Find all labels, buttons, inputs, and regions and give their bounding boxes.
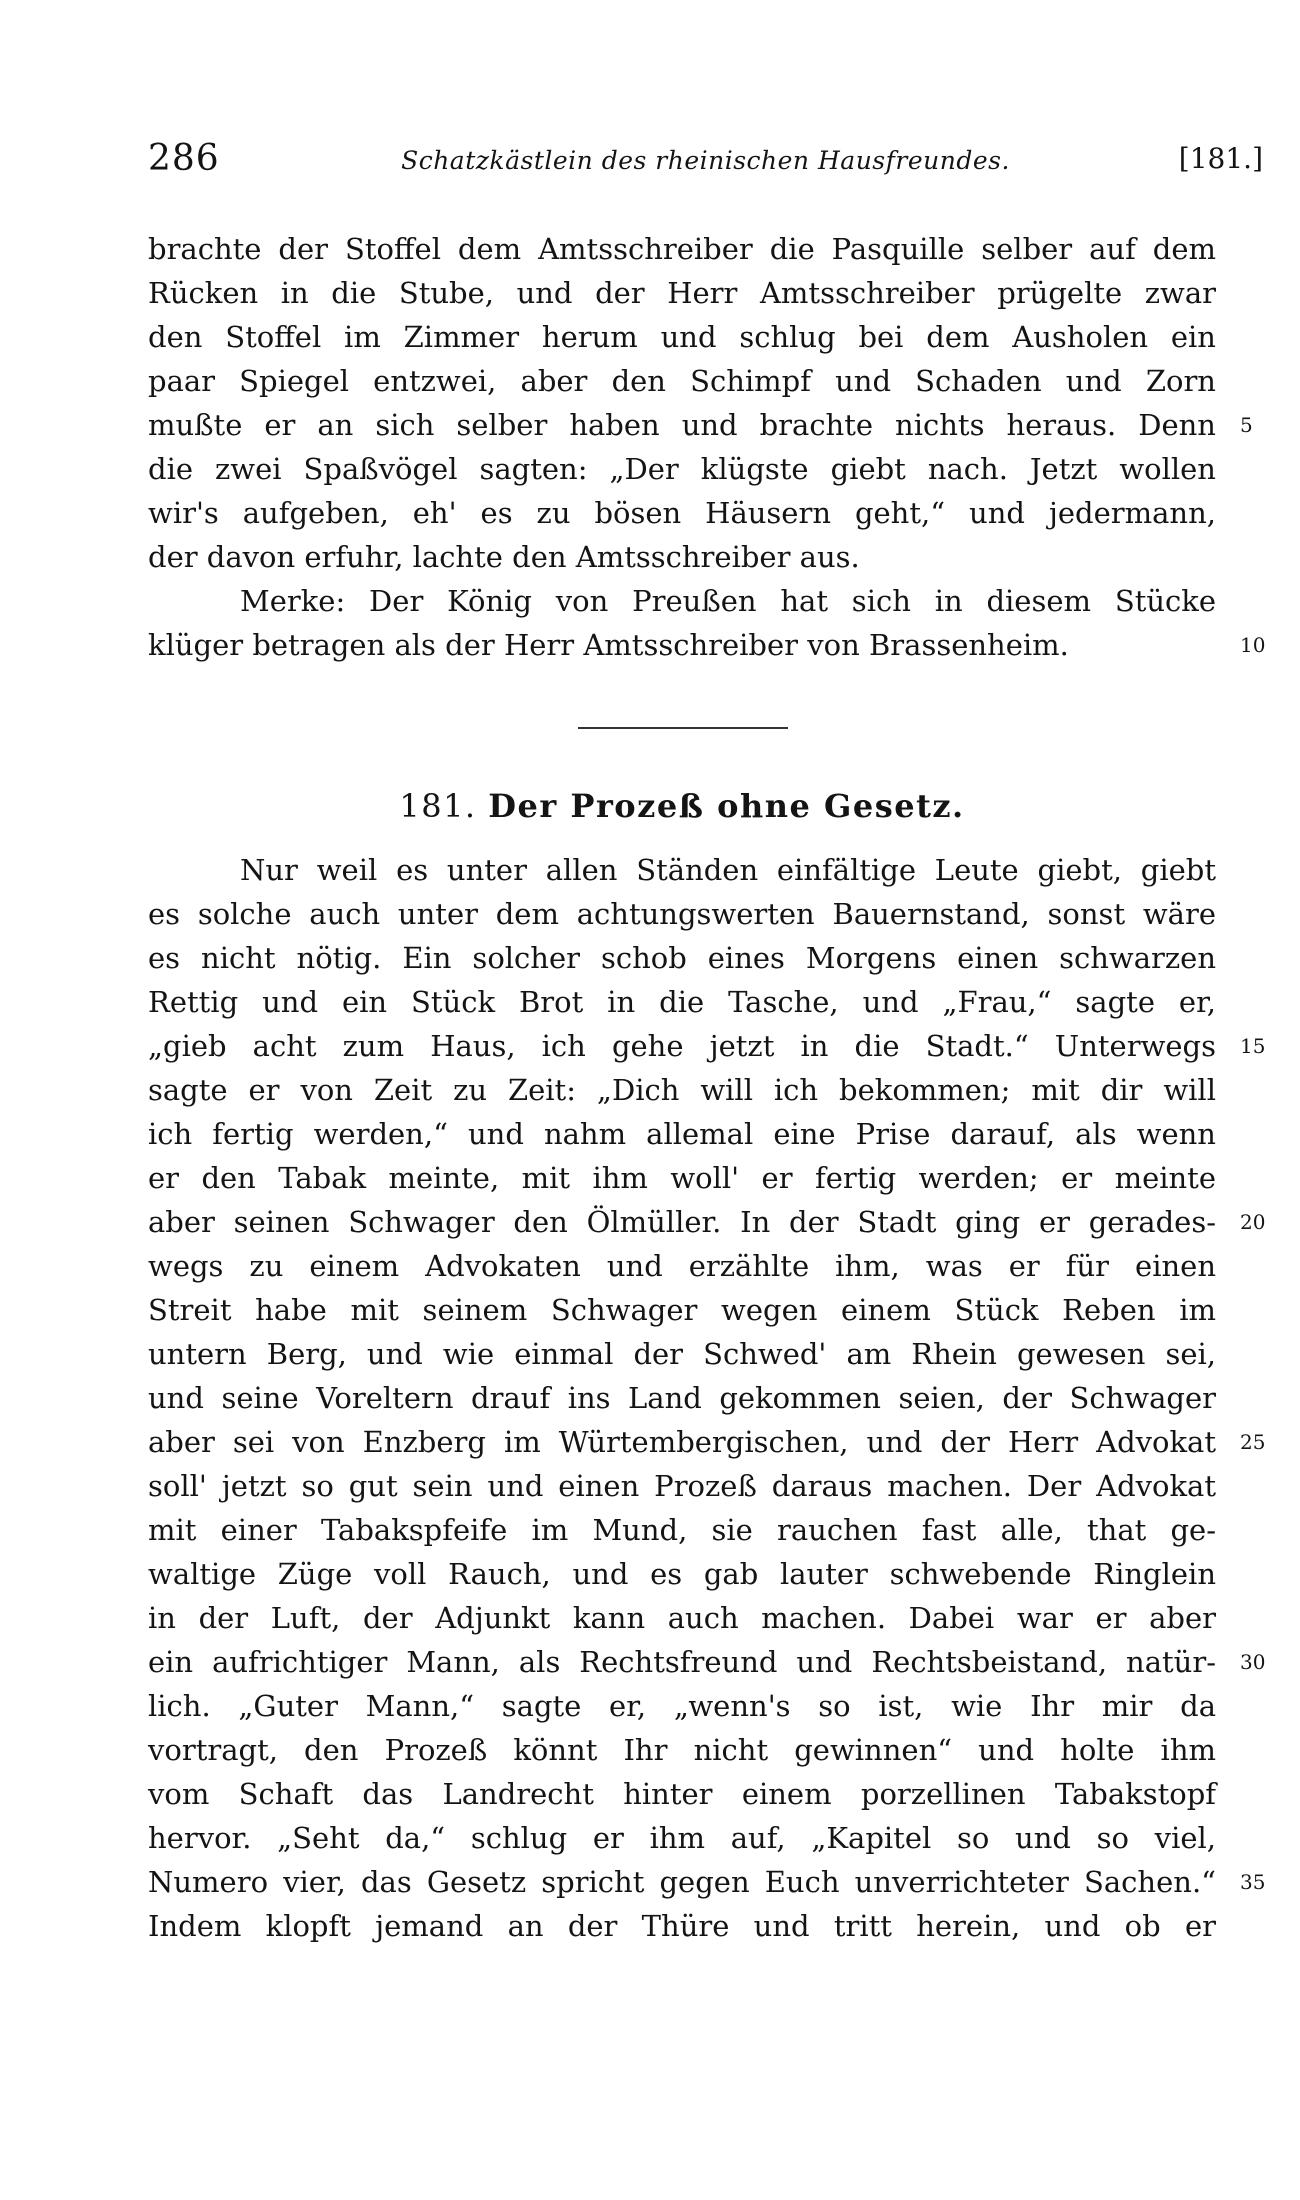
text-line: „gieb acht zum Haus, ich gehe jetzt in die Stadt.“ Unterwegs	[148, 1029, 1216, 1063]
text-line: er den Tabak meinte, mit ihm woll' er fertig werden; er meinte	[148, 1161, 1216, 1195]
text-line: mußte er an sich selber haben und brachte nichts heraus. Denn	[148, 408, 1216, 442]
text-line: Rücken in die Stube, und der Herr Amtsschreiber prügelte zwar	[148, 276, 1216, 310]
text-line: wegs zu einem Advokaten und erzählte ihm, was er für einen	[148, 1249, 1216, 1283]
text-line: aber sei von Enzberg im Würtembergischen, und der Herr Advokat	[148, 1425, 1216, 1459]
text-line: brachte der Stoffel dem Amtsschreiber die Pasquille selber auf dem	[148, 232, 1216, 266]
text-line: soll' jetzt so gut sein und einen Prozeß daraus machen. Der Advokat	[148, 1469, 1216, 1503]
text-line: Rettig und ein Stück Brot in die Tasche, und „Frau,“ sagte er,	[148, 985, 1216, 1019]
text-line: paar Spiegel entzwei, aber den Schimpf und Schaden und Zorn	[148, 364, 1216, 398]
text-line: vom Schaft das Landrecht hinter einem porzellinen Tabakstopf	[148, 1777, 1216, 1811]
text-line: die zwei Spaßvögel sagten: „Der klügste giebt nach. Jetzt wollen	[148, 452, 1216, 486]
text-line: klüger betragen als der Herr Amtsschreiber von Brassenheim.	[148, 628, 1069, 662]
line-number: 5	[1240, 413, 1253, 437]
text-line: es nicht nötig. Ein solcher schob eines Morgens einen schwarzen	[148, 941, 1216, 975]
section-divider	[578, 727, 788, 729]
line-number: 20	[1240, 1210, 1266, 1234]
text-line: Numero vier, das Gesetz spricht gegen Euch unverrichteter Sachen.“	[148, 1865, 1216, 1899]
text-line: vortragt, den Prozeß könnt Ihr nicht gewinnen“ und holte ihm	[148, 1733, 1216, 1767]
text-line: den Stoffel im Zimmer herum und schlug bei dem Ausholen ein	[148, 320, 1216, 354]
text-line: mit einer Tabakspfeife im Mund, sie rauchen fast alle, that ge-	[148, 1513, 1216, 1547]
text-line: Nur weil es unter allen Ständen einfältige Leute giebt, giebt	[240, 853, 1216, 887]
text-line: sagte er von Zeit zu Zeit: „Dich will ich bekommen; mit dir will	[148, 1073, 1216, 1107]
line-number: 25	[1240, 1430, 1266, 1454]
text-line: ich fertig werden,“ und nahm allemal eine Prise darauf, als wenn	[148, 1117, 1216, 1151]
line-number: 10	[1240, 633, 1266, 657]
text-line: lich. „Guter Mann,“ sagte er, „wenn's so ist, wie Ihr mir da	[148, 1689, 1216, 1723]
page-number: 286	[148, 138, 220, 179]
section-title: Der Prozeß ohne Gesetz.	[488, 787, 965, 825]
line-number: 35	[1240, 1870, 1266, 1894]
text-line: Streit habe mit seinem Schwager wegen einem Stück Reben im	[148, 1293, 1216, 1327]
text-line: wir's aufgeben, eh' es zu bösen Häusern geht,“ und jedermann,	[148, 496, 1216, 530]
text-line: waltige Züge voll Rauch, und es gab lauter schwebende Ringlein	[148, 1557, 1216, 1591]
text-line: untern Berg, und wie einmal der Schwed' am Rhein gewesen sei,	[148, 1337, 1216, 1371]
text-line: Indem klopft jemand an der Thüre und tritt herein, und ob er	[148, 1909, 1216, 1943]
section-reference: [181.]	[1178, 142, 1263, 175]
text-line: es solche auch unter dem achtungswerten Bauernstand, sonst wäre	[148, 897, 1216, 931]
line-number: 30	[1240, 1650, 1266, 1674]
section-number: 181.	[399, 787, 477, 825]
text-line: ein aufrichtiger Mann, als Rechtsfreund und Rechtsbeistand, natür-	[148, 1645, 1216, 1679]
page-header	[148, 138, 1263, 188]
running-title: Schatzkästlein des rheinischen Hausfreundes.	[401, 146, 1010, 175]
text-line: in der Luft, der Adjunkt kann auch machen. Dabei war er aber	[148, 1601, 1216, 1635]
section-heading	[148, 787, 1216, 825]
line-number: 15	[1240, 1034, 1266, 1058]
text-line: aber seinen Schwager den Ölmüller. In der Stadt ging er gerades-	[148, 1205, 1216, 1239]
text-line: der davon erfuhr, lachte den Amtsschreiber aus.	[148, 540, 860, 574]
text-line: Merke: Der König von Preußen hat sich in diesem Stücke	[240, 584, 1216, 618]
text-line: hervor. „Seht da,“ schlug er ihm auf, „Kapitel so und so viel,	[148, 1821, 1216, 1855]
text-line: und seine Voreltern drauf ins Land gekommen seien, der Schwager	[148, 1381, 1216, 1415]
